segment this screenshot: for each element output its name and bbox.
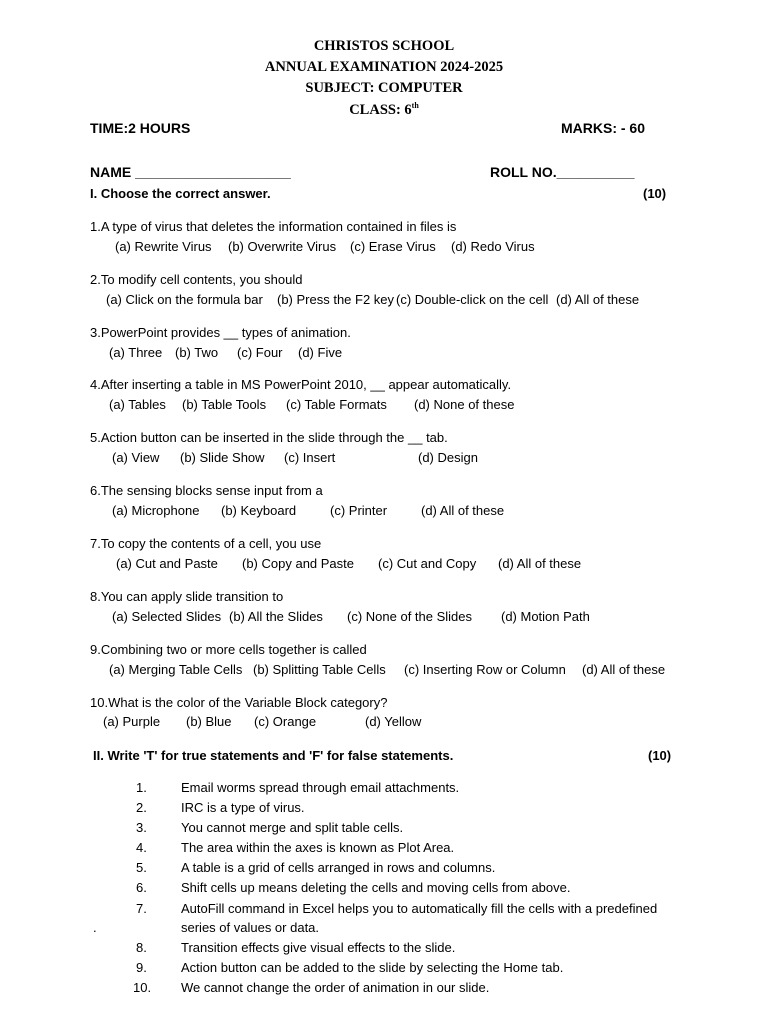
q6-option-d: (d) All of these: [421, 503, 505, 518]
tf-item-4-text: The area within the axes is known as Plot Area.: [181, 840, 455, 855]
marks-label: MARKS: - 60: [561, 120, 646, 136]
q4-option-a: (a) Tables: [109, 397, 166, 412]
q7-option-d: (d) All of these: [498, 556, 582, 571]
section2-title: II. Write 'T' for true statements and 'F' for false statements.: [93, 748, 454, 763]
class-text: CLASS: 6: [349, 101, 412, 118]
tf-item-8-text: Transition effects give visual effects to the slide.: [181, 940, 456, 955]
question-3: 3.PowerPoint provides __ types of animation.: [90, 325, 351, 340]
q10-option-b: (b) Blue: [186, 714, 232, 729]
q2-option-d: (d) All of these: [556, 292, 640, 307]
time-label: TIME:2 HOURS: [90, 120, 191, 136]
q10-option-d: (d) Yellow: [365, 714, 422, 729]
question-9: 9.Combining two or more cells together is called: [90, 642, 367, 657]
class-superscript: th: [411, 101, 419, 110]
tf-item-5-text: A table is a grid of cells arranged in rows and columns.: [181, 860, 496, 875]
question-6: 6.The sensing blocks sense input from a: [90, 483, 323, 498]
q5-option-b: (b) Slide Show: [180, 450, 265, 465]
tf-item-3-text: You cannot merge and split table cells.: [181, 820, 404, 835]
tf-item-2-number: 2.: [136, 800, 147, 815]
tf-item-7-number: 7.: [136, 901, 147, 916]
exam-title: ANNUAL EXAMINATION 2024-2025: [264, 59, 504, 75]
q9-option-b: (b) Splitting Table Cells: [253, 662, 386, 677]
q10-option-c: (c) Orange: [254, 714, 317, 729]
school-name: CHRISTOS SCHOOL: [313, 38, 455, 54]
section1-title: I. Choose the correct answer.: [90, 186, 271, 201]
q4-option-c: (c) Table Formats: [286, 397, 387, 412]
tf-item-2-text: IRC is a type of virus.: [181, 800, 305, 815]
tf-item-10-text: We cannot change the order of animation in our slide.: [181, 980, 490, 995]
tf-item-1-number: 1.: [136, 780, 147, 795]
name-field: NAME ____________________: [90, 164, 291, 180]
q9-option-a: (a) Merging Table Cells: [109, 662, 243, 677]
q1-option-a: (a) Rewrite Virus: [115, 239, 212, 254]
question-1: 1.A type of virus that deletes the information contained in files is: [90, 219, 457, 234]
stray-dot: .: [93, 920, 97, 935]
question-2: 2.To modify cell contents, you should: [90, 272, 303, 287]
tf-item-7-text-continued: series of values or data.: [181, 920, 320, 935]
q5-option-d: (d) Design: [418, 450, 478, 465]
class-title: [0, 101, 768, 119]
subject-title: SUBJECT: COMPUTER: [305, 80, 463, 96]
q2-option-c: (c) Double-click on the cell: [396, 292, 549, 307]
tf-item-7-text: AutoFill command in Excel helps you to automatically fill the cells with a predefined: [181, 901, 658, 916]
q5-option-c: (c) Insert: [284, 450, 336, 465]
q5-option-a: (a) View: [112, 450, 160, 465]
tf-item-8-number: 8.: [136, 940, 147, 955]
q10-option-a: (a) Purple: [103, 714, 161, 729]
q3-option-a: (a) Three: [109, 345, 163, 360]
question-8: 8.You can apply slide transition to: [90, 589, 284, 604]
q1-option-b: (b) Overwrite Virus: [228, 239, 337, 254]
q7-option-c: (c) Cut and Copy: [378, 556, 477, 571]
q3-option-c: (c) Four: [237, 345, 283, 360]
q2-option-b: (b) Press the F2 key: [277, 292, 395, 307]
section1-marks: (10): [643, 186, 667, 201]
q3-option-b: (b) Two: [175, 345, 219, 360]
q3-option-d: (d) Five: [298, 345, 343, 360]
q6-option-c: (c) Printer: [330, 503, 388, 518]
q8-option-a: (a) Selected Slides: [112, 609, 222, 624]
question-7: 7.To copy the contents of a cell, you use: [90, 536, 322, 551]
q8-option-b: (b) All the Slides: [229, 609, 323, 624]
q6-option-a: (a) Microphone: [112, 503, 200, 518]
tf-item-1-text: Email worms spread through email attachments.: [181, 780, 460, 795]
tf-item-6-text: Shift cells up means deleting the cells and moving cells from above.: [181, 880, 571, 895]
tf-item-10-number: 10.: [133, 980, 152, 995]
q1-option-d: (d) Redo Virus: [451, 239, 535, 254]
q9-option-d: (d) All of these: [582, 662, 666, 677]
tf-item-5-number: 5.: [136, 860, 147, 875]
q7-option-a: (a) Cut and Paste: [116, 556, 218, 571]
tf-item-4-number: 4.: [136, 840, 147, 855]
tf-item-9-number: 9.: [136, 960, 147, 975]
q4-option-b: (b) Table Tools: [182, 397, 267, 412]
question-4: 4.After inserting a table in MS PowerPoint 2010, __ appear automatically.: [90, 377, 512, 392]
question-5: 5.Action button can be inserted in the slide through the __ tab.: [90, 430, 448, 445]
q2-option-a: (a) Click on the formula bar: [106, 292, 263, 307]
section2-marks: (10): [648, 748, 672, 763]
tf-item-9-text: Action button can be added to the slide by selecting the Home tab.: [181, 960, 564, 975]
q7-option-b: (b) Copy and Paste: [242, 556, 355, 571]
roll-no-field: ROLL NO.__________: [490, 164, 635, 180]
tf-item-6-number: 6.: [136, 880, 147, 895]
q9-option-c: (c) Inserting Row or Column: [404, 662, 566, 677]
q6-option-b: (b) Keyboard: [221, 503, 297, 518]
q1-option-c: (c) Erase Virus: [350, 239, 436, 254]
question-10: 10.What is the color of the Variable Block category?: [90, 695, 388, 710]
q8-option-c: (c) None of the Slides: [347, 609, 473, 624]
q4-option-d: (d) None of these: [414, 397, 515, 412]
q8-option-d: (d) Motion Path: [501, 609, 590, 624]
tf-item-3-number: 3.: [136, 820, 147, 835]
